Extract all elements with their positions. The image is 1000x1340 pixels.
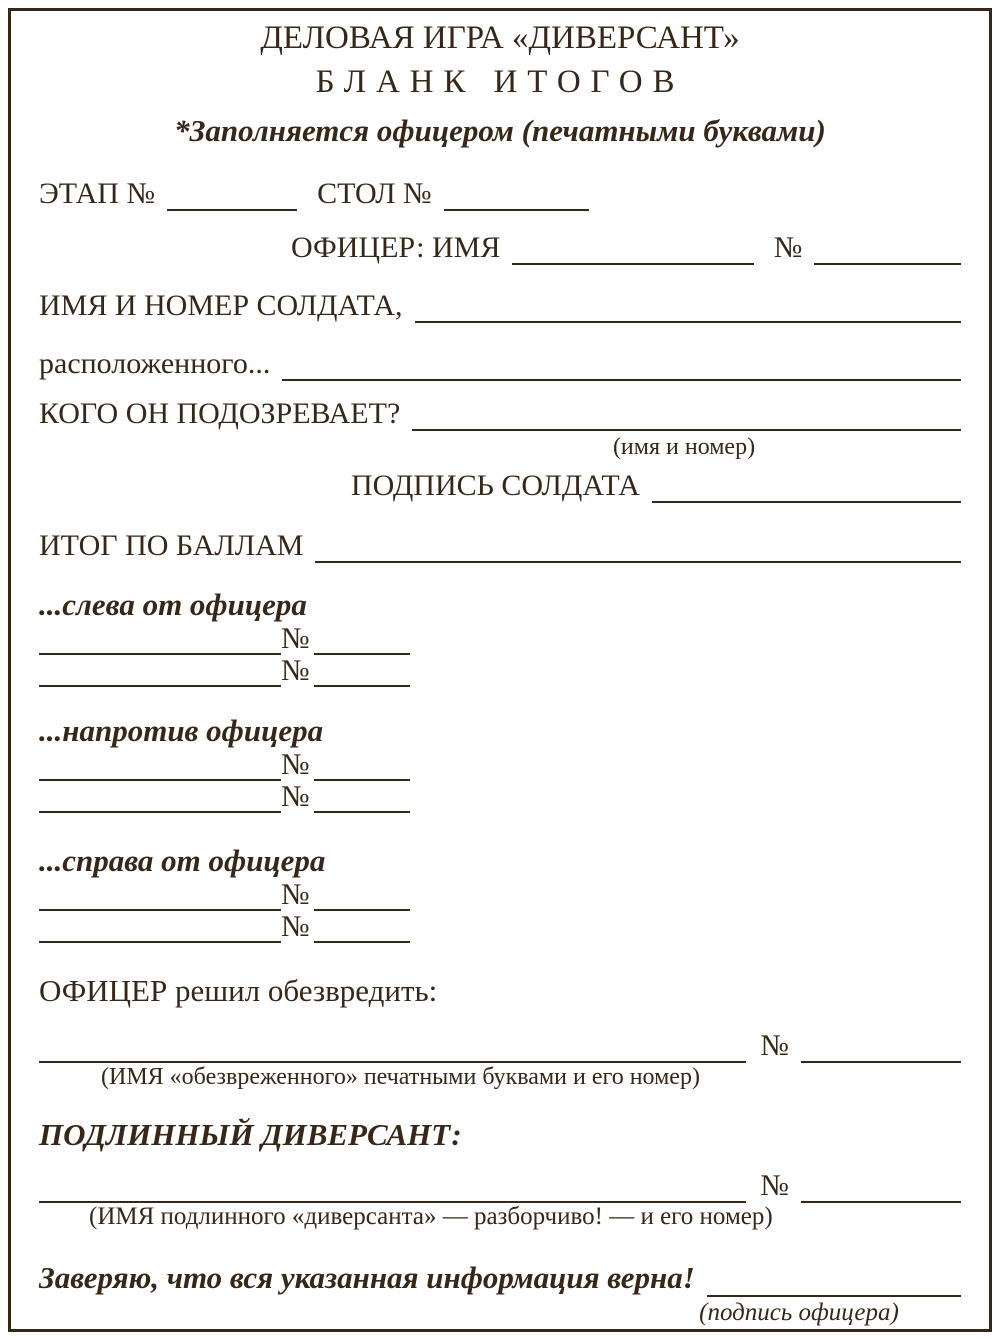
numero-sign: № [281,878,310,911]
soldier-location-field[interactable] [282,379,961,381]
decision-hint: (ИМЯ «обезвреженного» печатными буквами и его номер) [101,1064,700,1090]
neighbor-number-field[interactable] [314,909,410,911]
numero-sign: № [281,780,310,813]
soldier-name-field[interactable] [415,321,961,323]
numero-sign: № [281,748,310,781]
numero-sign: № [760,1169,789,1202]
neighbor-name-field[interactable] [39,685,281,687]
officer-row [291,231,961,265]
suspect-hint: (имя и номер) [612,434,756,460]
decision-row [39,1029,961,1063]
suspect-label: КОГО ОН ПОДОЗРЕВАЕТ? [39,397,401,430]
neighbor-right-row-2 [39,911,961,943]
located-label: расположенного... [39,347,271,380]
neighbor-opposite-row-1 [39,749,961,781]
stage-label: ЭТАП № [39,177,156,210]
neighbor-right-row-1 [39,879,961,911]
neighbor-name-field[interactable] [39,653,281,655]
soldier-signature-row [351,469,961,503]
decision-number-field[interactable] [801,1061,961,1063]
fill-instruction-note: *Заполняется офицером (печатными буквами) [174,113,826,148]
stage-table-row [39,177,961,211]
neighbor-number-field[interactable] [314,941,410,943]
neighbors-right-heading: ...справа от офицера [39,843,326,878]
score-row [39,529,961,563]
neighbor-left-row-2 [39,655,961,687]
certification-row [39,1259,961,1297]
neighbor-opposite-row-2 [39,781,961,813]
certify-hint: (подпись офицера) [699,1299,899,1326]
neighbor-number-field[interactable] [314,685,410,687]
suspect-field[interactable] [412,429,961,431]
neighbor-number-field[interactable] [314,779,410,781]
soldier-location-row [39,347,961,381]
numero-sign: № [773,231,803,264]
saboteur-row [39,1169,961,1203]
numero-sign: № [760,1029,789,1062]
form-sheet [8,8,992,1332]
neighbor-name-field[interactable] [39,909,281,911]
score-label: ИТОГ ПО БАЛЛАМ [39,529,304,562]
soldier-signature-label: ПОДПИСЬ СОЛДАТА [351,469,640,502]
officer-name-label: ОФИЦЕР: ИМЯ [291,231,501,264]
soldier-signature-field[interactable] [652,501,961,503]
neighbors-opposite-heading: ...напротив офицера [39,713,324,748]
officer-name-field[interactable] [512,263,753,265]
officer-signature-field[interactable] [707,1295,961,1297]
neighbor-name-field[interactable] [39,779,281,781]
neighbor-left-row-1 [39,623,961,655]
decision-label: ОФИЦЕР решил обезвредить: [39,973,438,1008]
table-label: СТОЛ № [317,177,432,210]
table-number-field[interactable] [444,209,589,211]
saboteur-label: ПОДЛИННЫЙ ДИВЕРСАНТ: [39,1117,462,1152]
stage-number-field[interactable] [167,209,297,211]
numero-sign: № [281,622,310,655]
saboteur-hint: (ИМЯ подлинного «диверсанта» — разборчиво! — и его номер) [89,1203,773,1230]
numero-sign: № [281,654,310,687]
officer-number-field[interactable] [814,263,961,265]
numero-sign: № [281,910,310,943]
soldier-name-row [39,289,961,323]
score-field[interactable] [315,561,961,563]
neighbor-name-field[interactable] [39,811,281,813]
neighbor-name-field[interactable] [39,941,281,943]
saboteur-number-field[interactable] [801,1201,961,1203]
neighbor-number-field[interactable] [314,653,410,655]
neighbor-number-field[interactable] [314,811,410,813]
certify-label: Заверяю, что вся указанная информация верна! [39,1260,695,1295]
suspect-row [39,397,961,431]
form-title: ДЕЛОВАЯ ИГРА «ДИВЕРСАНТ» [260,20,740,56]
neighbors-left-heading: ...слева от офицера [39,587,307,622]
soldier-name-label: ИМЯ И НОМЕР СОЛДАТА, [39,289,403,322]
form-subtitle: БЛАНК ИТОГОВ [315,64,685,100]
